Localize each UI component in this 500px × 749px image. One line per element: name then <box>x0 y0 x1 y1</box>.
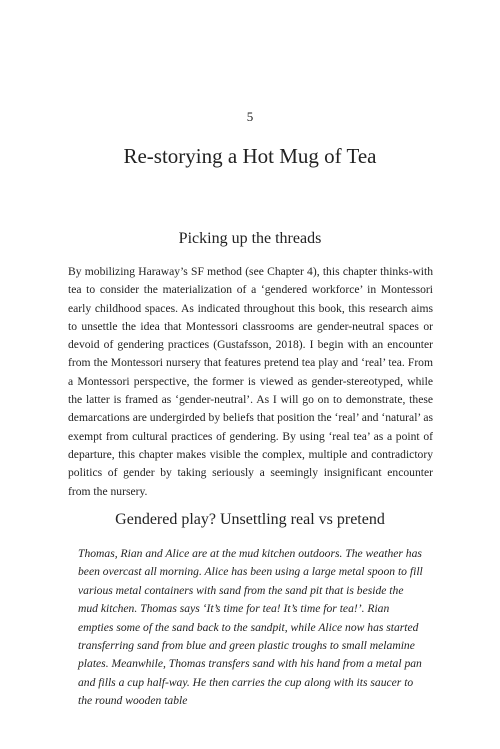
section-heading-gendered-play: Gendered play? Unsettling real vs pretend <box>115 511 385 528</box>
body-paragraph: By mobilizing Haraway’s SF method (see Chapter 4), this chapter thinks-with tea to consider the materialization of a ‘gendered workforce’ in Montessori early childhood spaces. As indicated throughout this book, this research aims to unsettle the idea that Montessori classrooms are gender-neutral spaces or devoid of gendering practices (Gustafsson, 2018). I begin with an encounter from the Montessori nursery that features pretend tea play and ‘real’ tea. From a Montessori perspective, the former is viewed as gender-stereotyped, while the latter is framed as ‘gender-neutral’. As I will go on to demonstrate, these demarcations are undergirded by beliefs that position the ‘real’ and ‘natural’ as exempt from cultural practices of gendering. By using ‘real tea’ as a point of departure, this chapter makes visible the complex, multiple and contradictory politics of gender by taking seriously a seemingly insignificant encounter from the nursery. <box>68 265 433 498</box>
field-note-quote: Thomas, Rian and Alice are at the mud kitchen outdoors. The weather has been overcast all morning. Alice has been using a large metal spoon to fill various metal containers with sand from the sand pit that is beside the mud kitchen. Thomas says ‘It’s time for tea! It’s time for tea!’. Rian empties some of the sand back to the sandpit, while Alice now has started transferring sand from blue and green plastic troughs to small melamine plates. Meanwhile, Thomas transfers sand with his hand from a metal pan and fills a cup half-way. He then carries the cup along with its saucer to the round wooden table <box>78 547 423 708</box>
chapter-title: Re-storying a Hot Mug of Tea <box>123 144 377 168</box>
chapter-number: 5 <box>246 109 254 124</box>
section-heading-picking-up-threads: Picking up the threads <box>178 230 322 247</box>
